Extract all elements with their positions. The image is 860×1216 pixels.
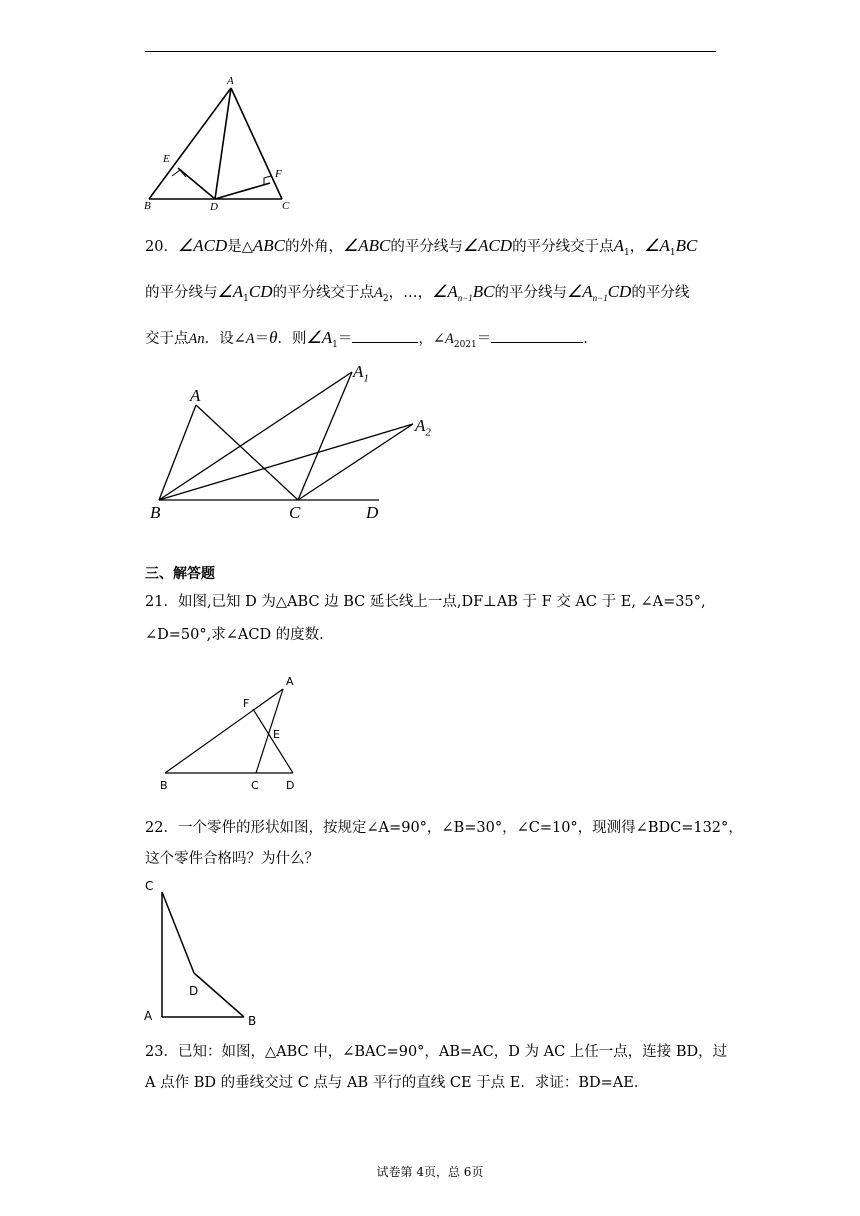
- q20-text: 的平分线与: [390, 239, 463, 255]
- fig20-label-a2-letter: A: [415, 416, 426, 435]
- q20-text: 交于点: [145, 331, 189, 347]
- q20-line1: [145, 236, 697, 263]
- q20-subscript: 2021: [453, 339, 477, 350]
- answer-blank-1[interactable]: [352, 328, 418, 343]
- q20-text: ，: [629, 239, 645, 255]
- fig21-label-f: F: [243, 697, 250, 710]
- q23-line1: 23．已知：如图，△ABC 中，∠BAC=90°，AB=AC，D 为 AC 上任一点，连接 BD，过: [145, 1044, 728, 1060]
- q20-text: ，…，: [388, 285, 433, 301]
- q20-text: 的平分线与: [494, 285, 568, 301]
- q20-angle-a1: ∠A: [644, 236, 670, 255]
- fig-top-label-b: B: [144, 200, 151, 212]
- q20-point-a2: A: [373, 285, 383, 301]
- fig-top-label-c: C: [282, 200, 290, 212]
- q20-text: ，∠: [418, 331, 445, 347]
- fig-top-label-d: D: [210, 201, 218, 213]
- fig20-label-b: B: [150, 503, 161, 522]
- q20-cd: CD: [607, 282, 632, 301]
- page-footer: 试卷第 4页，总 6页: [376, 1165, 484, 1179]
- q20-angle-abc: ∠ABC: [342, 236, 391, 255]
- q20-text: 的平分线与: [145, 285, 218, 301]
- q20-bc: BC: [472, 282, 495, 301]
- q20-number: 20．: [145, 239, 178, 255]
- q20-cd: CD: [248, 282, 273, 301]
- fig-top-label-e: E: [163, 153, 170, 165]
- fig-top-label-a: A: [227, 75, 234, 87]
- q21-line2: ∠D=50°,求∠ACD 的度数.: [145, 627, 324, 643]
- section-heading: 三、解答题: [145, 566, 215, 582]
- q23-line2: A 点作 BD 的垂线交过 C 点与 AB 平行的直线 CE 于点 E．求证：BD=AE．: [145, 1075, 649, 1091]
- q20-text: 是△: [227, 239, 253, 255]
- q20-angle-acd: ∠ACD: [462, 236, 513, 255]
- fig20-label-a2: [415, 416, 431, 438]
- q20-angle-a1: ∠A: [217, 282, 244, 301]
- q20-text: 的平分线: [631, 285, 690, 301]
- fig21-label-a: A: [286, 675, 294, 688]
- q20-text: ．则: [277, 331, 307, 347]
- q20-line2: [145, 282, 689, 309]
- answer-blank-2[interactable]: [491, 328, 583, 343]
- fig-top-label-f: F: [275, 168, 282, 180]
- q20-point-a: A: [445, 331, 454, 347]
- q21-line1: 21．如图,已知 D 为△ABC 边 BC 延长线上一点,DF⊥AB 于 F 交 AC 于 E, ∠A=35°,: [145, 594, 706, 610]
- q20-subscript: n−1: [457, 292, 473, 303]
- fig20-label-a1: [353, 362, 369, 384]
- q20-text: 的外角，: [284, 239, 343, 255]
- q20-theta: θ: [269, 328, 278, 347]
- fig22-label-a: A: [144, 1009, 153, 1023]
- q20-angle-a1: ∠A: [306, 328, 333, 347]
- q20-subscript: 1: [669, 247, 676, 258]
- q20-subscript: 1: [243, 293, 249, 304]
- q20-subscript: 1: [332, 339, 338, 350]
- fig20-label-a1-sub: 1: [363, 372, 369, 385]
- q22-line2: 这个零件合格吗？为什么？: [145, 851, 319, 867]
- q20-text: .: [583, 331, 588, 347]
- fig21-label-e: E: [273, 728, 280, 741]
- fig22-label-d: D: [189, 984, 199, 998]
- q20-angle-an1: ∠A: [432, 282, 458, 301]
- q20-angle-acd: ∠ACD: [177, 236, 228, 255]
- q20-line3: [145, 328, 588, 355]
- q20-angle-an1: ∠A: [567, 282, 593, 301]
- q20-point-a1: A: [613, 236, 624, 255]
- q20-subscript: 1: [623, 247, 630, 258]
- q20-subscript: 2: [382, 293, 389, 304]
- q20-abc: ABC: [252, 236, 285, 255]
- q20-point-an: An: [188, 331, 205, 347]
- q22-line1: 22．一个零件的形状如图，按规定∠A=90°，∠B=30°，∠C=10°，现测得∠BDC=132°，: [145, 820, 743, 836]
- fig22-label-b: B: [248, 1014, 257, 1028]
- q20-text: ＝: [337, 331, 353, 347]
- fig20-label-d: D: [366, 503, 379, 522]
- fig21-label-d: D: [286, 779, 295, 792]
- q20-text: 的平分线交于点: [272, 285, 374, 301]
- fig20-label-c: C: [289, 503, 301, 522]
- fig21-label-b: B: [160, 779, 168, 792]
- q20-text: ＝: [476, 331, 492, 347]
- q20-text: ．设∠: [204, 331, 246, 347]
- fig20-label-a: A: [190, 386, 201, 405]
- fig20-label-a2-sub: 2: [425, 426, 431, 439]
- q20-text: ＝: [254, 331, 270, 347]
- header-rule: [145, 51, 716, 52]
- q20-bc: BC: [675, 236, 698, 255]
- fig22-label-c: C: [145, 879, 154, 893]
- q20-subscript: n−1: [592, 292, 608, 303]
- fig21-label-c: C: [251, 779, 259, 792]
- q20-text: 的平分线交于点: [512, 239, 614, 255]
- fig20-label-a1-letter: A: [353, 362, 364, 381]
- q20-point-a: A: [245, 331, 255, 347]
